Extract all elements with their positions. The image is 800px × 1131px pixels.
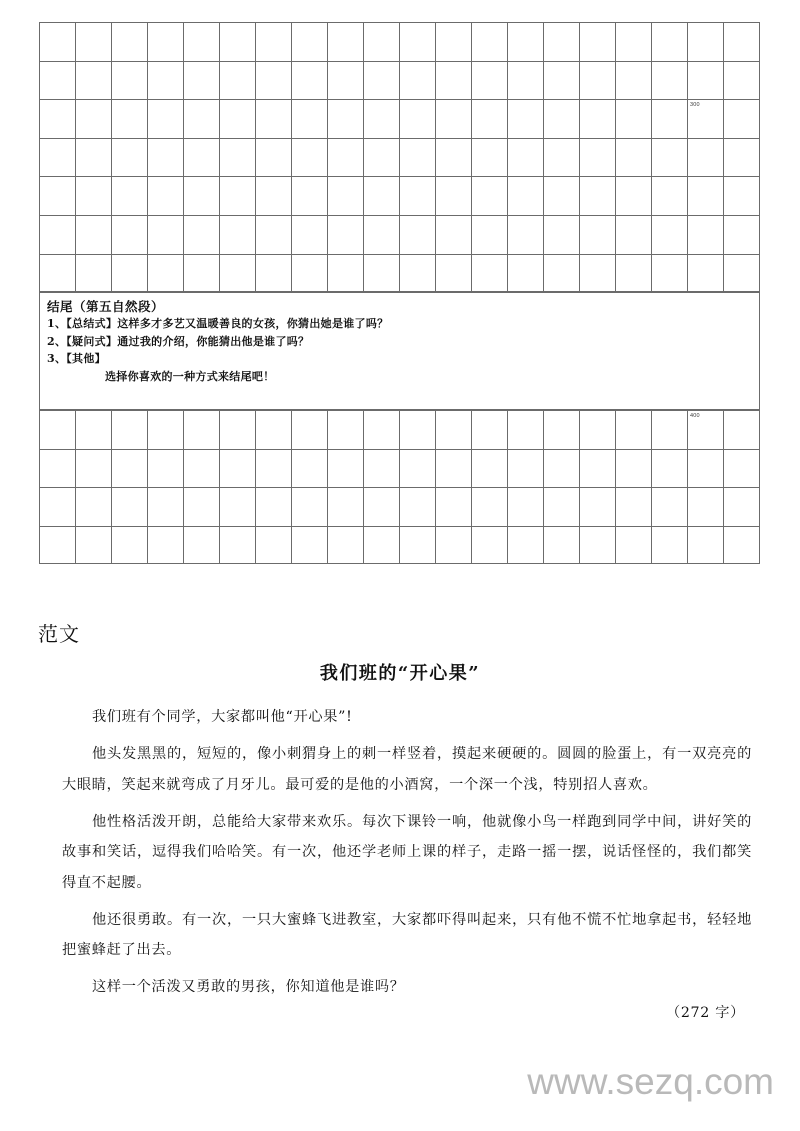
grid-cell[interactable]: [112, 216, 148, 254]
grid-cell[interactable]: [652, 450, 688, 488]
grid-cell[interactable]: [364, 23, 400, 61]
grid-cell[interactable]: [652, 255, 688, 292]
grid-cell[interactable]: [292, 527, 328, 564]
grid-cell[interactable]: [148, 139, 184, 177]
grid-row: [39, 487, 760, 526]
grid-cell[interactable]: [400, 177, 436, 215]
grid-cell[interactable]: [400, 62, 436, 100]
grid-cell[interactable]: [220, 255, 256, 292]
grid-cell[interactable]: [292, 100, 328, 138]
grid-cell[interactable]: [580, 488, 616, 526]
grid-cell[interactable]: [400, 411, 436, 449]
grid-cell[interactable]: [544, 216, 580, 254]
grid-cell[interactable]: [544, 450, 580, 488]
grid-row: [39, 526, 760, 565]
grid-row: [39, 176, 760, 215]
grid-cell[interactable]: [724, 177, 760, 215]
grid-cell[interactable]: [148, 255, 184, 292]
grid-cell[interactable]: [400, 488, 436, 526]
grid-cell[interactable]: [616, 450, 652, 488]
grid-cell[interactable]: [544, 488, 580, 526]
grid-cell[interactable]: [220, 62, 256, 100]
grid-cell[interactable]: [328, 216, 364, 254]
grid-cell[interactable]: [724, 139, 760, 177]
grid-cell[interactable]: [508, 255, 544, 292]
grid-cell[interactable]: [544, 177, 580, 215]
grid-cell[interactable]: [724, 527, 760, 564]
essay-paragraph: 这样一个活泼又勇敢的男孩，你知道他是谁吗？: [92, 979, 405, 995]
grid-cell[interactable]: [292, 62, 328, 100]
grid-cell[interactable]: [148, 411, 184, 449]
grid-cell[interactable]: [292, 177, 328, 215]
grid-cell[interactable]: [472, 177, 508, 215]
grid-cell[interactable]: [220, 139, 256, 177]
grid-cell[interactable]: [436, 450, 472, 488]
grid-cell[interactable]: [544, 411, 580, 449]
grid-cell[interactable]: [436, 177, 472, 215]
grid-cell[interactable]: [148, 23, 184, 61]
grid-cell[interactable]: [688, 139, 724, 177]
grid-cell[interactable]: [652, 100, 688, 138]
sample-essay-heading: 范文: [38, 622, 80, 646]
grid-cell[interactable]: [580, 139, 616, 177]
grid-cell[interactable]: [148, 488, 184, 526]
grid-cell[interactable]: [580, 216, 616, 254]
grid-cell[interactable]: [544, 255, 580, 292]
grid-cell[interactable]: [616, 23, 652, 61]
instruction-title: 结尾（第五自然段）: [47, 299, 165, 314]
grid-row: [39, 215, 760, 254]
grid-cell[interactable]: [112, 139, 148, 177]
grid-cell[interactable]: [580, 62, 616, 100]
grid-cell[interactable]: [112, 488, 148, 526]
grid-cell[interactable]: [724, 488, 760, 526]
grid-cell[interactable]: [184, 488, 220, 526]
grid-cell[interactable]: [76, 62, 112, 100]
grid-cell[interactable]: [724, 450, 760, 488]
grid-cell[interactable]: [112, 527, 148, 564]
essay-body: [62, 702, 752, 1009]
grid-cell[interactable]: [40, 527, 76, 564]
grid-cell[interactable]: [184, 139, 220, 177]
grid-cell[interactable]: [328, 139, 364, 177]
word-count-label: （272 字）: [665, 1005, 745, 1021]
grid-cell[interactable]: [76, 23, 112, 61]
grid-cell[interactable]: [76, 255, 112, 292]
grid-row: [39, 449, 760, 488]
grid-cell[interactable]: [508, 450, 544, 488]
grid-cell[interactable]: [544, 100, 580, 138]
grid-cell[interactable]: [544, 23, 580, 61]
grid-cell[interactable]: [76, 177, 112, 215]
grid-cell[interactable]: [328, 255, 364, 292]
grid-cell[interactable]: [472, 450, 508, 488]
grid-cell[interactable]: [400, 450, 436, 488]
grid-cell[interactable]: [76, 488, 112, 526]
grid-cell[interactable]: [256, 411, 292, 449]
char-count-marker: 300: [690, 101, 700, 108]
grid-cell[interactable]: [292, 255, 328, 292]
instruction-item-3: 3、【其他】: [47, 352, 106, 365]
instruction-item-1: 1、【总结式】这样多才多艺又温暖善良的女孩，你猜出她是谁了吗？: [47, 317, 389, 330]
grid-cell[interactable]: [40, 411, 76, 449]
grid-cell[interactable]: [148, 527, 184, 564]
grid-cell[interactable]: [40, 216, 76, 254]
grid-cell[interactable]: [328, 100, 364, 138]
grid-row: [39, 138, 760, 177]
grid-cell[interactable]: [724, 216, 760, 254]
grid-cell[interactable]: [616, 100, 652, 138]
grid-cell[interactable]: [112, 62, 148, 100]
grid-cell[interactable]: [292, 23, 328, 61]
char-count-marker: 400: [690, 412, 700, 419]
grid-cell[interactable]: [616, 139, 652, 177]
grid-cell[interactable]: [688, 527, 724, 564]
grid-cell[interactable]: [112, 23, 148, 61]
grid-cell[interactable]: [436, 139, 472, 177]
grid-cell[interactable]: [508, 411, 544, 449]
grid-cell[interactable]: [76, 450, 112, 488]
grid-cell[interactable]: [256, 527, 292, 564]
grid-cell[interactable]: [472, 488, 508, 526]
grid-cell[interactable]: [112, 411, 148, 449]
grid-cell[interactable]: [40, 139, 76, 177]
grid-row: [39, 99, 760, 138]
grid-cell[interactable]: [724, 100, 760, 138]
grid-cell[interactable]: [580, 411, 616, 449]
grid-cell[interactable]: [256, 216, 292, 254]
grid-cell[interactable]: [580, 23, 616, 61]
grid-cell[interactable]: [220, 177, 256, 215]
grid-cell[interactable]: [148, 100, 184, 138]
grid-cell[interactable]: [328, 411, 364, 449]
grid-cell[interactable]: [472, 139, 508, 177]
grid-row: [39, 410, 760, 449]
writing-grid-top: [39, 22, 760, 292]
grid-cell[interactable]: [724, 255, 760, 292]
grid-cell[interactable]: [616, 527, 652, 564]
grid-cell[interactable]: [472, 23, 508, 61]
grid-cell[interactable]: [184, 450, 220, 488]
grid-cell[interactable]: [436, 488, 472, 526]
grid-cell[interactable]: [328, 450, 364, 488]
grid-cell[interactable]: [40, 255, 76, 292]
grid-cell[interactable]: [472, 527, 508, 564]
grid-cell[interactable]: [364, 527, 400, 564]
grid-cell[interactable]: [364, 255, 400, 292]
grid-cell[interactable]: [652, 23, 688, 61]
grid-cell[interactable]: [292, 411, 328, 449]
grid-cell[interactable]: [472, 62, 508, 100]
grid-cell[interactable]: [652, 488, 688, 526]
site-watermark: www.sezq.com: [527, 1061, 774, 1102]
grid-cell[interactable]: [148, 62, 184, 100]
grid-cell[interactable]: [220, 411, 256, 449]
grid-cell[interactable]: [436, 216, 472, 254]
grid-cell[interactable]: [40, 100, 76, 138]
grid-cell[interactable]: [112, 177, 148, 215]
grid-cell[interactable]: [112, 450, 148, 488]
grid-cell[interactable]: [652, 62, 688, 100]
grid-row: [39, 61, 760, 100]
grid-cell[interactable]: [328, 527, 364, 564]
grid-cell[interactable]: [508, 100, 544, 138]
grid-cell[interactable]: [220, 100, 256, 138]
instruction-hint: 选择你喜欢的一种方式来结尾吧！: [105, 369, 275, 383]
grid-cell[interactable]: [76, 100, 112, 138]
grid-cell[interactable]: [292, 139, 328, 177]
grid-cell[interactable]: [364, 411, 400, 449]
grid-cell[interactable]: [508, 139, 544, 177]
grid-cell[interactable]: [184, 216, 220, 254]
grid-cell[interactable]: [220, 527, 256, 564]
grid-cell[interactable]: [364, 177, 400, 215]
grid-cell[interactable]: [76, 411, 112, 449]
grid-cell[interactable]: [472, 411, 508, 449]
grid-cell[interactable]: [580, 527, 616, 564]
grid-cell[interactable]: [400, 255, 436, 292]
grid-cell[interactable]: [76, 216, 112, 254]
grid-cell[interactable]: [508, 62, 544, 100]
essay-paragraph: 他还很勇敢。有一次，一只大蜜蜂飞进教室，大家都吓得叫起来，只有他不慌不忙地拿起书，轻轻地把蜜蜂赶了出去。: [62, 911, 752, 958]
grid-cell[interactable]: [400, 139, 436, 177]
grid-cell[interactable]: [544, 62, 580, 100]
grid-cell[interactable]: [184, 255, 220, 292]
grid-cell[interactable]: [508, 527, 544, 564]
grid-cell[interactable]: [148, 216, 184, 254]
grid-cell[interactable]: [436, 62, 472, 100]
grid-cell[interactable]: [436, 100, 472, 138]
grid-cell[interactable]: [76, 527, 112, 564]
grid-cell[interactable]: [436, 411, 472, 449]
grid-cell[interactable]: [400, 23, 436, 61]
grid-cell[interactable]: [184, 23, 220, 61]
grid-cell[interactable]: [256, 139, 292, 177]
grid-cell[interactable]: [652, 527, 688, 564]
grid-cell[interactable]: [616, 411, 652, 449]
grid-cell[interactable]: [148, 177, 184, 215]
grid-cell[interactable]: [40, 62, 76, 100]
grid-cell[interactable]: [508, 177, 544, 215]
grid-cell[interactable]: [328, 488, 364, 526]
grid-cell[interactable]: [400, 527, 436, 564]
grid-cell[interactable]: [688, 23, 724, 61]
grid-cell[interactable]: [220, 23, 256, 61]
grid-cell[interactable]: [616, 216, 652, 254]
grid-cell[interactable]: [688, 100, 724, 138]
grid-cell[interactable]: [256, 488, 292, 526]
grid-cell[interactable]: [400, 100, 436, 138]
grid-cell[interactable]: [688, 450, 724, 488]
grid-cell[interactable]: [688, 488, 724, 526]
grid-cell[interactable]: [364, 450, 400, 488]
grid-cell[interactable]: [364, 139, 400, 177]
grid-cell[interactable]: [256, 255, 292, 292]
grid-row: [39, 254, 760, 293]
grid-cell[interactable]: [688, 177, 724, 215]
grid-cell[interactable]: [364, 62, 400, 100]
grid-cell[interactable]: [544, 527, 580, 564]
grid-cell[interactable]: [724, 62, 760, 100]
grid-cell[interactable]: [688, 216, 724, 254]
essay-paragraph: 他头发黑黑的，短短的，像小刺猬身上的刺一样竖着，摸起来硬硬的。圆圆的脸蛋上，有一双亮亮的大眼睛，笑起来就弯成了月牙儿。最可爱的是他的小酒窝，一个深一个浅，特别招人喜欢。: [62, 746, 752, 793]
grid-cell[interactable]: [328, 23, 364, 61]
grid-cell[interactable]: [652, 139, 688, 177]
grid-cell[interactable]: [220, 488, 256, 526]
grid-cell[interactable]: [364, 100, 400, 138]
instruction-box: [39, 292, 760, 410]
grid-cell[interactable]: [328, 177, 364, 215]
grid-cell[interactable]: [688, 255, 724, 292]
grid-cell[interactable]: [616, 255, 652, 292]
grid-cell[interactable]: [616, 177, 652, 215]
grid-cell[interactable]: [400, 216, 436, 254]
essay-title: 我们班的“开心果”: [319, 663, 481, 684]
grid-cell[interactable]: [472, 100, 508, 138]
grid-cell[interactable]: [652, 411, 688, 449]
grid-cell[interactable]: [40, 450, 76, 488]
grid-cell[interactable]: [76, 139, 112, 177]
grid-cell[interactable]: [616, 62, 652, 100]
grid-cell[interactable]: [364, 216, 400, 254]
grid-cell[interactable]: [472, 216, 508, 254]
grid-cell[interactable]: [580, 450, 616, 488]
essay-paragraph: 我们班有个同学，大家都叫他“开心果”!: [92, 709, 353, 725]
grid-cell[interactable]: [184, 177, 220, 215]
grid-cell[interactable]: [580, 100, 616, 138]
grid-cell[interactable]: [508, 23, 544, 61]
grid-cell[interactable]: [616, 488, 652, 526]
grid-cell[interactable]: [688, 62, 724, 100]
grid-cell[interactable]: [724, 23, 760, 61]
grid-cell[interactable]: [472, 255, 508, 292]
grid-cell[interactable]: [292, 216, 328, 254]
grid-cell[interactable]: [508, 216, 544, 254]
grid-cell[interactable]: [508, 488, 544, 526]
writing-grid-bottom: [39, 410, 760, 564]
grid-cell[interactable]: [436, 255, 472, 292]
essay-paragraph: 他性格活泼开朗，总能给大家带来欢乐。每次下课铃一响，他就像小鸟一样跑到同学中间，讲好笑的故事和笑话，逗得我们哈哈笑。有一次，他还学老师上课的样子，走路一摇一摆，说话怪怪的，我们都笑得直不起腰。: [62, 813, 752, 891]
grid-cell[interactable]: [292, 450, 328, 488]
instruction-item-2: 2、【疑问式】通过我的介绍，你能猜出他是谁了吗？: [47, 334, 310, 348]
grid-cell[interactable]: [40, 177, 76, 215]
grid-cell[interactable]: [724, 411, 760, 449]
grid-cell[interactable]: [580, 255, 616, 292]
grid-cell[interactable]: [580, 177, 616, 215]
grid-cell[interactable]: [544, 139, 580, 177]
grid-cell[interactable]: [688, 411, 724, 449]
grid-cell[interactable]: [184, 411, 220, 449]
grid-cell[interactable]: [652, 177, 688, 215]
grid-cell[interactable]: [256, 177, 292, 215]
grid-cell[interactable]: [112, 255, 148, 292]
grid-cell[interactable]: [184, 100, 220, 138]
grid-cell[interactable]: [220, 216, 256, 254]
grid-cell[interactable]: [256, 450, 292, 488]
grid-cell[interactable]: [652, 216, 688, 254]
grid-cell[interactable]: [436, 527, 472, 564]
grid-cell[interactable]: [40, 23, 76, 61]
grid-row: [39, 22, 760, 61]
grid-cell[interactable]: [112, 100, 148, 138]
grid-cell[interactable]: [148, 450, 184, 488]
grid-cell[interactable]: [328, 62, 364, 100]
grid-cell[interactable]: [364, 488, 400, 526]
grid-cell[interactable]: [256, 100, 292, 138]
grid-cell[interactable]: [292, 488, 328, 526]
grid-cell[interactable]: [184, 527, 220, 564]
grid-cell[interactable]: [256, 23, 292, 61]
grid-cell[interactable]: [256, 62, 292, 100]
grid-cell[interactable]: [40, 488, 76, 526]
grid-cell[interactable]: [436, 23, 472, 61]
grid-cell[interactable]: [184, 62, 220, 100]
grid-cell[interactable]: [220, 450, 256, 488]
